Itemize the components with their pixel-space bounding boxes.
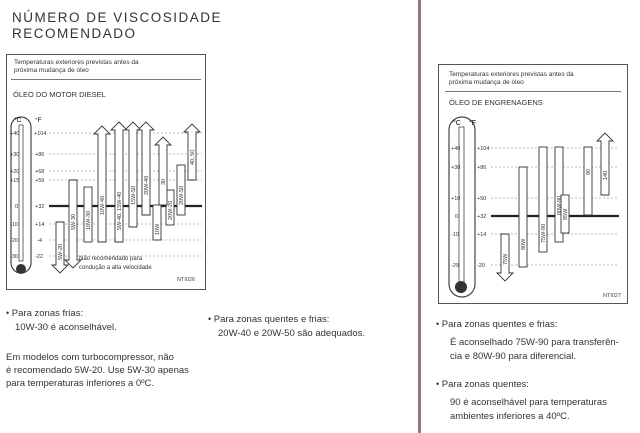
c-tick: -10 <box>451 232 459 238</box>
grade-label: 20W-40 <box>144 175 150 195</box>
grade-label: 10W-40 <box>100 195 106 215</box>
gear-hot-zone-bullet: • Para zonas quentes: 90 é aconselhável para temperaturas ambientes inferiores a 40ºC. <box>436 379 607 422</box>
diesel-oil-chart <box>6 54 206 290</box>
c-tick: -29 <box>451 263 459 269</box>
grade-label: 15W-50 <box>131 185 137 205</box>
f-tick: +86 <box>35 152 45 158</box>
grade-label: 75W <box>503 253 509 265</box>
c-tick: -30 <box>10 254 18 260</box>
f-tick: +86 <box>477 165 487 171</box>
svg-text:Não recomendado para: Não recomendado para <box>79 256 143 262</box>
f-tick: -22 <box>35 254 43 260</box>
note <box>79 256 152 271</box>
celsius-unit: °C <box>453 120 461 127</box>
figure-code: NTI026 <box>177 277 196 283</box>
thermometer-icon <box>11 117 31 274</box>
grade-label: 10W-30 <box>86 210 92 230</box>
celsius-unit: °C <box>14 117 22 124</box>
chart-caption: Temperaturas exteriores previstas antes da próxima mudança de óleo <box>14 59 139 74</box>
hot-cold-zone-bullet: • Para zonas quentes e frias: 20W-40 e 20W-50 são adequados. <box>208 314 365 339</box>
chart-subtitle: ÓLEO DE ENGRENAGENS <box>449 98 543 107</box>
c-tick: +40 <box>451 146 461 152</box>
f-tick: +68 <box>35 169 45 175</box>
grade-label: 90 <box>586 168 592 175</box>
f-tick: +14 <box>477 232 487 238</box>
f-tick: -4 <box>37 238 42 244</box>
grade-label: 5W-30 <box>71 213 77 230</box>
diesel-chart-graphic <box>7 55 205 289</box>
fahrenheit-unit: °F <box>35 117 42 124</box>
grade-label: 75W-90 <box>541 223 547 243</box>
f-tick: +59 <box>35 178 45 184</box>
fahrenheit-unit: °F <box>469 120 477 127</box>
thermometer-icon <box>449 117 475 297</box>
f-tick: -20 <box>477 263 485 269</box>
f-tick: +32 <box>35 204 45 210</box>
c-tick: 0 <box>15 204 19 210</box>
c-tick: +15 <box>10 178 20 184</box>
c-tick: +30 <box>10 152 20 158</box>
grade-label: 20W-50 <box>179 185 185 205</box>
grade-label: 85W <box>563 208 569 220</box>
grade-bar <box>94 126 110 242</box>
gear-oil-chart <box>438 64 628 304</box>
chart-subtitle: ÓLEO DO MOTOR DIESEL <box>13 90 106 99</box>
f-tick: +104 <box>477 146 490 152</box>
grade-label: 20W-20 <box>168 200 174 220</box>
c-tick: -10 <box>10 222 18 228</box>
c-tick: +10 <box>451 196 461 202</box>
page-divider <box>418 0 421 433</box>
chart-caption: Temperaturas exteriores previstas antes da próxima mudança de óleo <box>449 71 574 86</box>
svg-text:condução a alta velocidade: condução a alta velocidade <box>79 265 152 271</box>
grade-label: 10W <box>155 223 161 235</box>
grade-label: 5W-20 <box>58 243 64 260</box>
figure-code: NTI027 <box>603 293 622 299</box>
grade-bar <box>138 122 154 215</box>
c-tick: +30 <box>451 165 461 171</box>
grade-label: 80W <box>521 238 527 250</box>
c-tick: 0 <box>455 214 459 220</box>
f-tick: +14 <box>35 222 45 228</box>
grade-label: 140 <box>603 170 609 180</box>
c-tick: -20 <box>10 238 18 244</box>
grade-label: 40, 50 <box>190 149 196 165</box>
grade-bar <box>519 167 527 267</box>
gear-chart-graphic <box>439 65 627 303</box>
c-tick: +40 <box>10 131 20 137</box>
grade-bar <box>125 122 141 227</box>
grade-label: 30 <box>161 178 167 185</box>
cold-zone-bullet: • Para zonas frias: 10W-30 é aconselhável. <box>6 308 117 333</box>
grade-bar <box>597 133 613 195</box>
f-tick: +104 <box>34 131 47 137</box>
page-title: NÚMERO DE VISCOSIDADE RECOMENDADO <box>12 10 223 41</box>
grade-label: 80W-90 <box>557 195 563 215</box>
gear-hot-cold-bullet: • Para zonas quentes e frias: É aconselhado 75W-90 para transferên- cia e 80W-90 para diferencial. <box>436 319 619 362</box>
c-tick: +20 <box>10 169 20 175</box>
f-tick: +32 <box>477 214 487 220</box>
grade-bar <box>584 147 592 215</box>
grade-label: 5W-40, 15W-40 <box>117 191 123 230</box>
turbo-paragraph: Em modelos com turbocompressor, não é recomendado 5W-20. Use 5W-30 apenas para temperaturas inferiores a 0ºC. <box>6 352 189 389</box>
f-tick: +50 <box>477 196 487 202</box>
